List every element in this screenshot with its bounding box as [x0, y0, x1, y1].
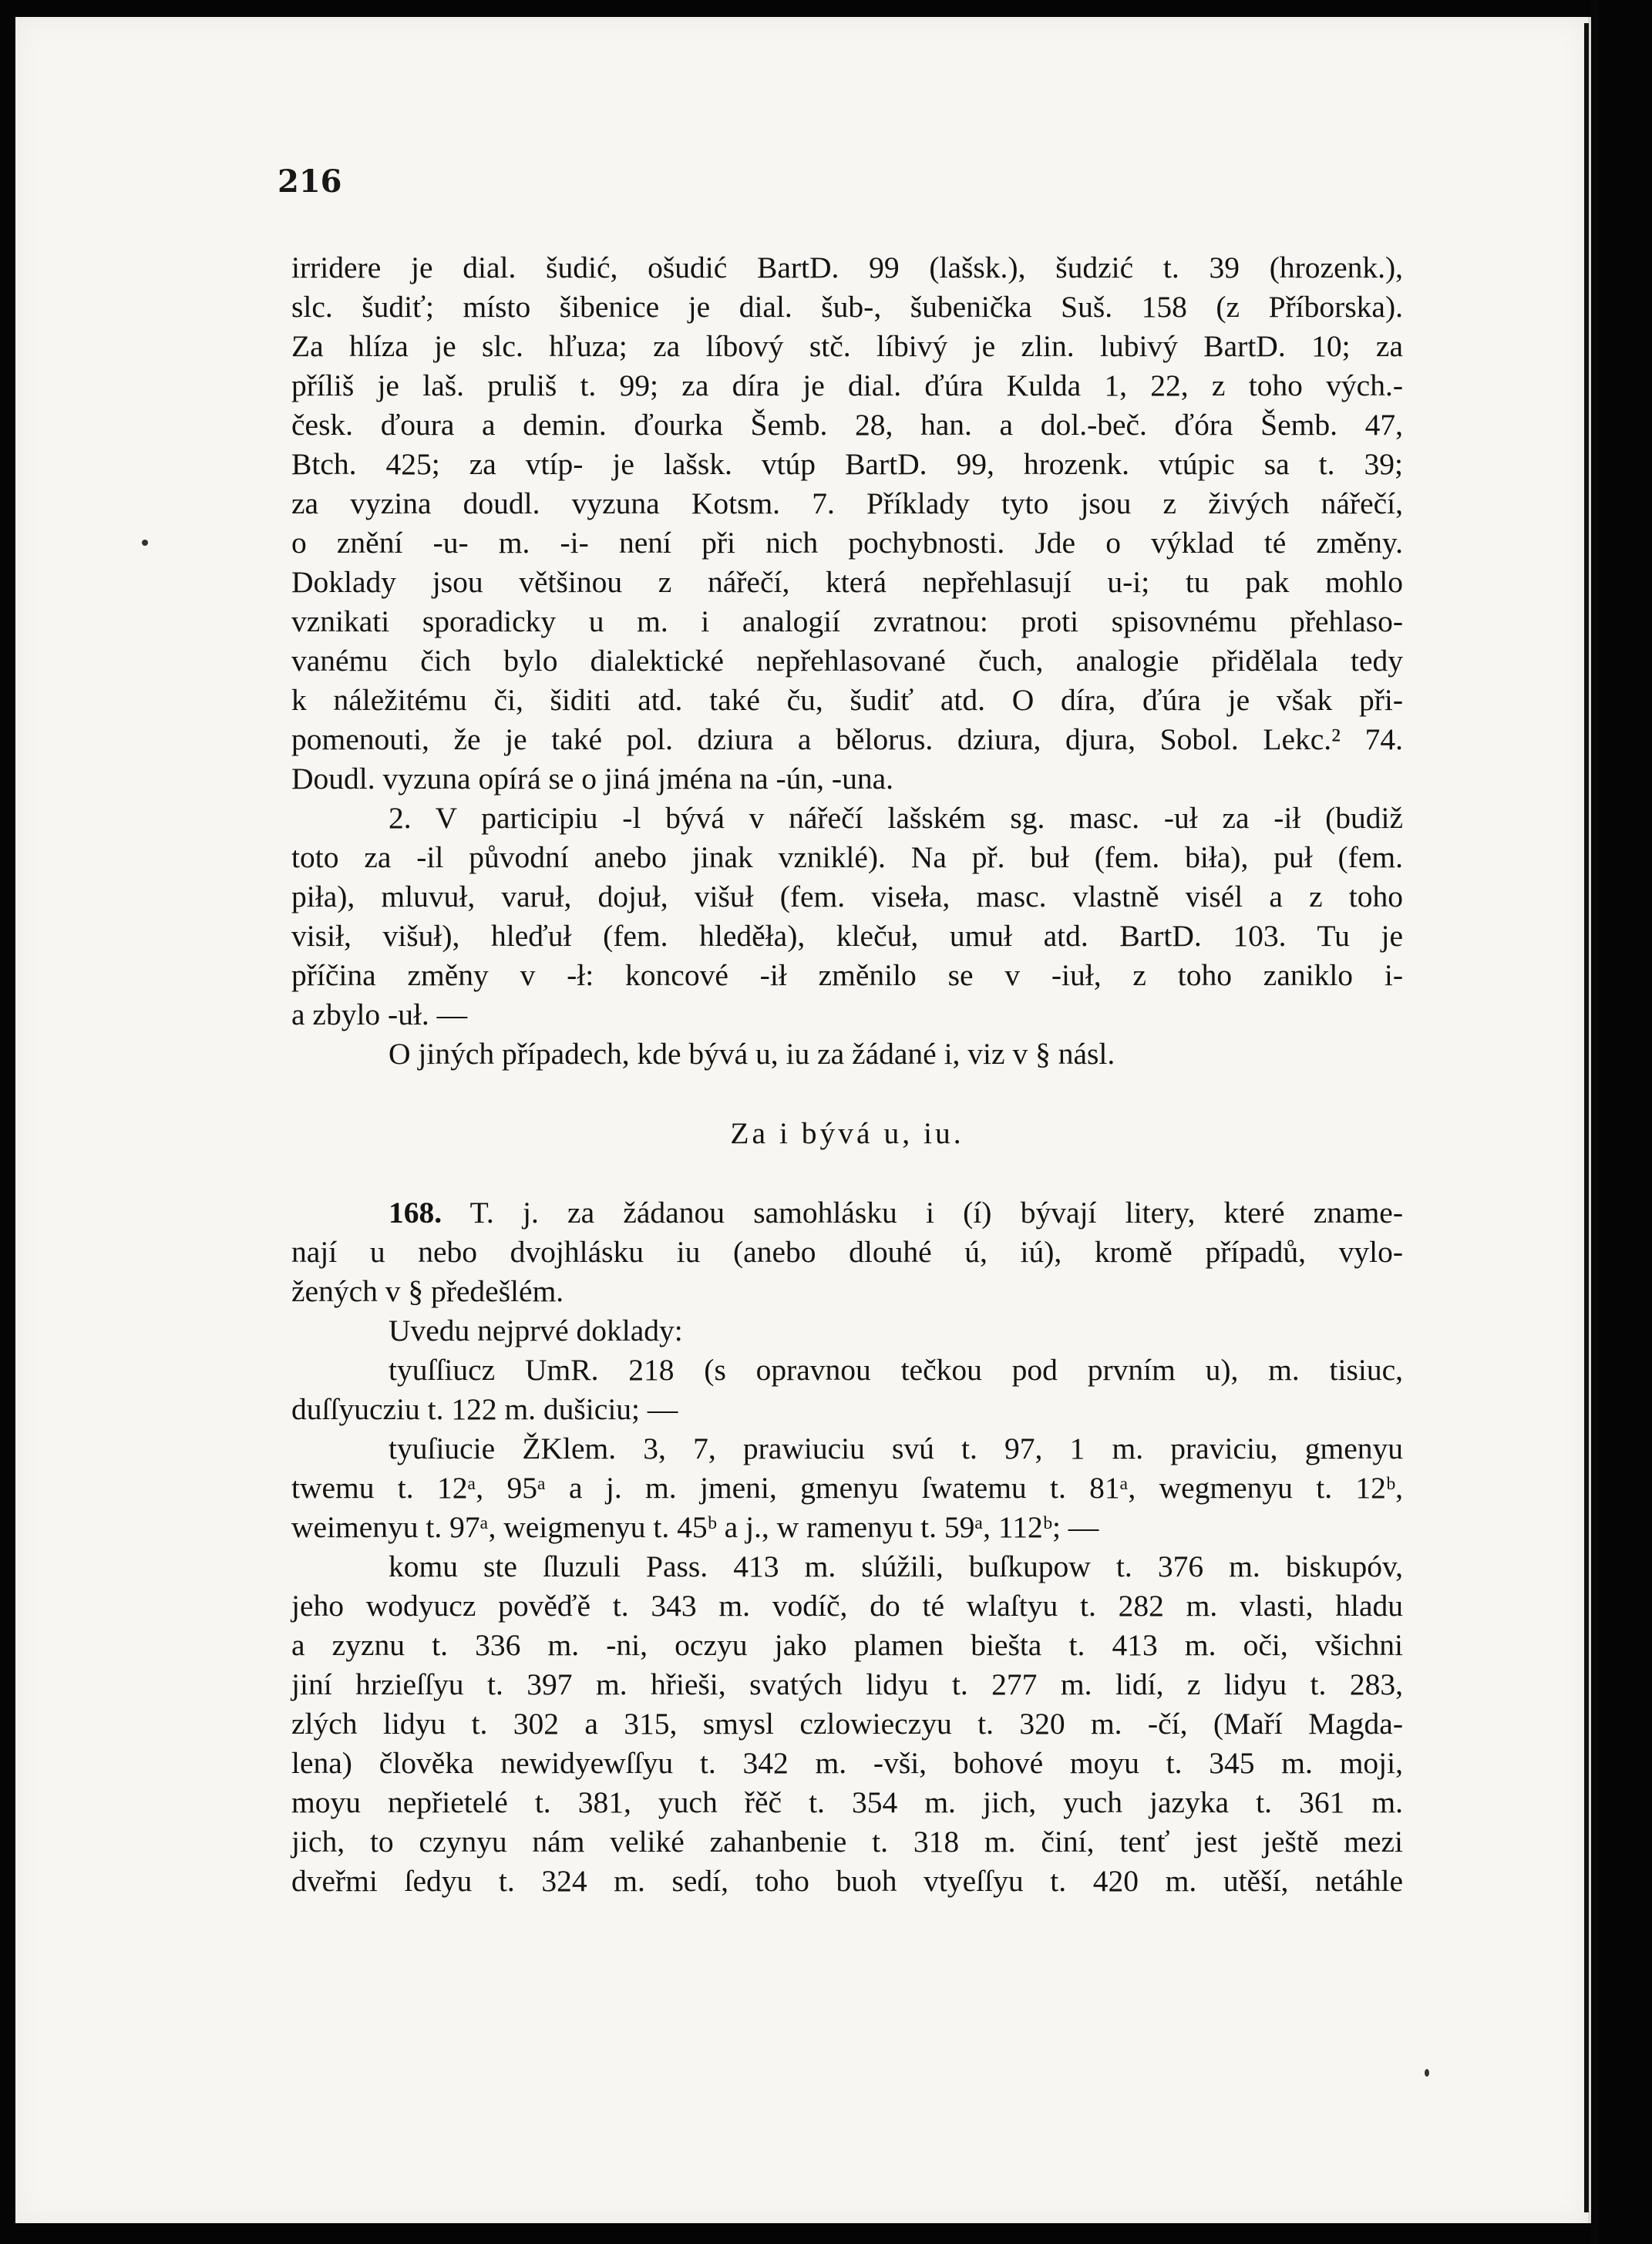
text-line: jeho wodyucz pověďě t. 343 m. vodíč, do té wlaſtyu t. 282 m. vlasti, hladu — [291, 1589, 1403, 1623]
paragraph-6 — [291, 1351, 1403, 1429]
text-line: zlých lidyu t. 302 a 315, smysl czlowieczyu t. 320 m. -čí, (Maří Magda- — [291, 1707, 1403, 1741]
paragraph-8 — [291, 1547, 1403, 1901]
text-line: weimenyu t. 97ᵃ, weigmenyu t. 45ᵇ a j., w ramenyu t. 59ᵃ, 112ᵇ; — — [291, 1510, 1099, 1544]
text-line: irridere je dial. šudić, ošudić BartD. 99 (lašsk.), šudzić t. 39 (hrozenk.), — [291, 251, 1403, 284]
text-line: příliš je laš. pruliš t. 99; za díra je dial. ďúra Kulda 1, 22, z toho vých.- — [291, 368, 1403, 402]
text-line: vanému čich bylo dialektické nepřehlasované čuch, analogie přidělala tedy — [291, 644, 1403, 678]
paragraph-7 — [291, 1429, 1403, 1547]
paragraph-5 — [291, 1311, 1403, 1351]
text-line: Doudl. vyzuna opírá se o jiná jména na -ún, -una. — [291, 762, 893, 796]
text-line: za vyzina doudl. vyzuna Kotsm. 7. Příklady tyto jsou z živých nářečí, — [291, 486, 1403, 520]
text-line: tyuſſiucz UmR. 218 (s opravnou tečkou pod prvním u), m. tisiuc, — [389, 1353, 1403, 1387]
text-line: nají u nebo dvojhlásku iu (anebo dlouhé ú, iú), kromě případů, vylo- — [291, 1235, 1403, 1269]
text-line: příčina změny v -ł: koncové -ił změnilo se v -iuł, z toho zaniklo i- — [291, 958, 1403, 992]
paragraph-1 — [291, 248, 1403, 799]
paragraph-4 — [291, 1193, 1403, 1311]
text-line: a zbylo -uł. — — [291, 998, 468, 1031]
text-line: jiní hrzieſſyu t. 397 m. hřieši, svatých lidyu t. 277 m. lidí, z lidyu t. 283, — [291, 1667, 1403, 1701]
text-line-content: T. j. za žádanou samohlásku i (í) bývají litery, které zname- — [469, 1196, 1403, 1230]
text-line: dveřmi ſedyu t. 324 m. sedí, toho buoh vtyeſſyu t. 420 m. utěší, netáhle — [291, 1864, 1403, 1898]
text-line: komu ste ſluzuli Pass. 413 m. slúžili, buſkupow t. 376 m. biskupóv, — [389, 1549, 1403, 1583]
text-line: duſſyucziu t. 122 m. dušiciu; — — [291, 1392, 678, 1426]
page-number: 216 — [278, 163, 342, 200]
text-line: a zyznu t. 336 m. -ni, oczyu jako plamen biešta t. 413 m. oči, všichni — [291, 1628, 1403, 1662]
text-line: jich, to czynyu nám veliké zahanbenie t. 318 m. činí, tenť jest ještě mezi — [291, 1825, 1403, 1859]
text-line: tyuſiucie ŽKlem. 3, 7, prawiuciu svú t. 97, 1 m. praviciu, gmenyu — [389, 1432, 1403, 1465]
page-edge-line — [1584, 23, 1589, 2212]
text-line: O jiných případech, kde bývá u, iu za žádané i, viz v § násl. — [389, 1037, 1115, 1071]
scan-speck — [1425, 2069, 1429, 2077]
page-edge-shadow — [1591, 0, 1599, 2244]
paragraph-2 — [291, 799, 1403, 1035]
text-line: 2. V participiu -l bývá v nářečí lašském sg. masc. -uł za -ił (budiž — [389, 801, 1403, 835]
text-line: vznikati sporadicky u m. i analogií zvratnou: proti spisovnému přehlaso- — [291, 604, 1403, 638]
text-line: toto za -il původní anebo jinak vzniklé). Na př. buł (fem. biła), puł (fem. — [291, 840, 1403, 874]
body-text — [291, 248, 1403, 1901]
text-line: žených v § předešlém. — [291, 1274, 564, 1308]
text-line: česk. ďoura a demin. ďourka Šemb. 28, han. a dol.-beč. ďóra Šemb. 47, — [291, 408, 1403, 442]
text-line: twemu t. 12ᵃ, 95ᵃ a j. m. jmeni, gmenyu ſwatemu t. 81ᵃ, wegmenyu t. 12ᵇ, — [291, 1471, 1403, 1505]
text-line: k náležitému či, šiditi atd. také ču, šudiť atd. O díra, ďúra je však při- — [291, 683, 1403, 717]
text-line: Doklady jsou většinou z nářečí, která nepřehlasují u-i; tu pak mohlo — [291, 565, 1403, 599]
text-line: piła), mluvuł, varuł, dojuł, višuł (fem. viseła, masc. vlastně visél a z toho — [291, 880, 1403, 913]
text-line: visił, višuł), hleďuł (fem. hleděła), klečuł, umuł atd. BartD. 103. Tu je — [291, 919, 1403, 953]
section-number: 168. — [389, 1196, 442, 1230]
text-line: Btch. 425; za vtíp- je lašsk. vtúp BartD. 99, hrozenk. vtúpic sa t. 39; — [291, 447, 1403, 481]
text-line: o znění -u- m. -i- není při nich pochybnosti. Jde o výklad té změny. — [291, 526, 1403, 560]
text-line: lena) člověka newidyewſſyu t. 342 m. -vši, bohové moyu t. 345 m. moji, — [291, 1746, 1403, 1780]
scan-speck — [142, 540, 148, 546]
text-line: pomenouti, že je také pol. dziura a bělorus. dziura, djura, Sobol. Lekc.² 74. — [291, 722, 1403, 756]
text-line: Uvedu nejprvé doklady: — [389, 1314, 683, 1347]
paragraph-3 — [291, 1035, 1403, 1074]
text-line: slc. šudiť; místo šibenice je dial. šub-, šubenička Suš. 158 (z Příborska). — [291, 290, 1403, 324]
text-line — [291, 1193, 1403, 1233]
text-line: Za hlíza je slc. hľuza; za líbový stč. líbivý je zlin. lubivý BartD. 10; za — [291, 329, 1403, 363]
text-line: moyu nepřietelé t. 381, yuch řěč t. 354 m. jich, yuch jazyka t. 361 m. — [291, 1785, 1403, 1819]
section-heading: Za i bývá u, iu. — [730, 1116, 964, 1150]
